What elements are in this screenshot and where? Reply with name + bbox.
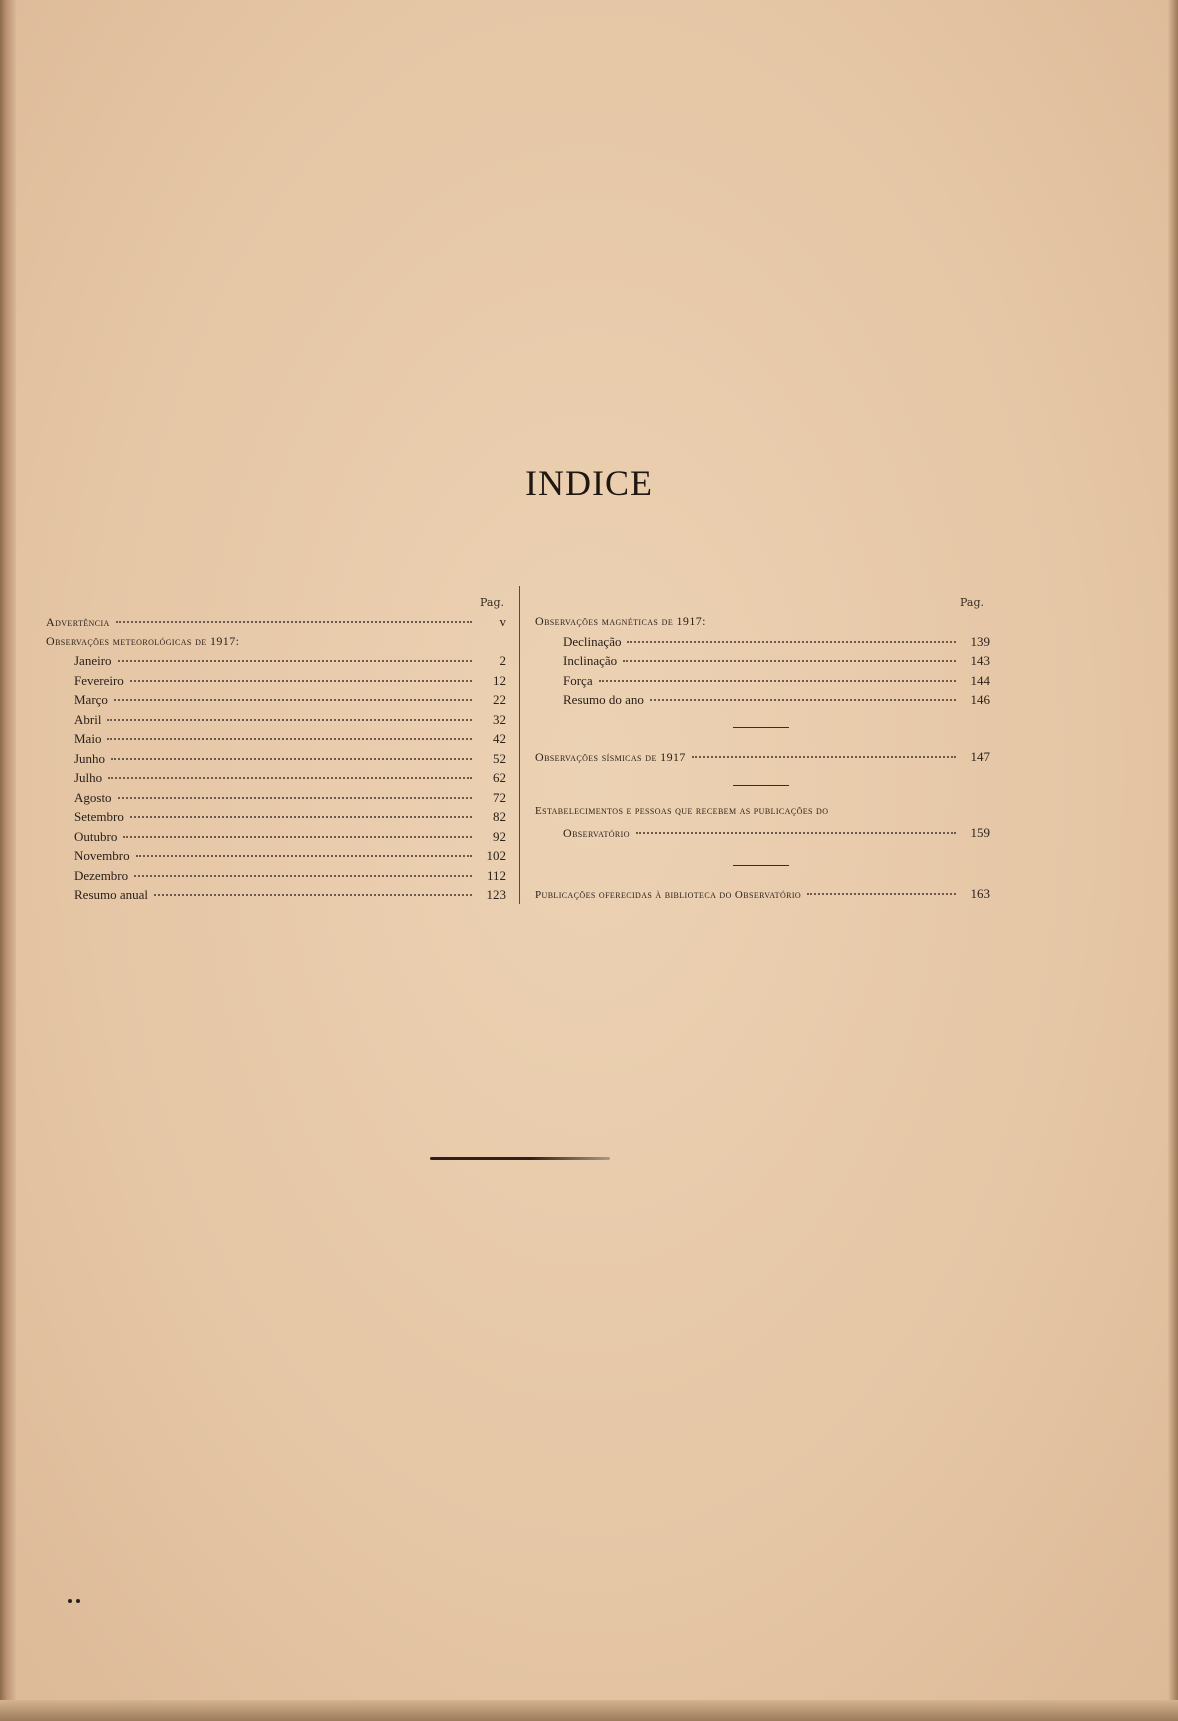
- list-item: [535, 886, 990, 906]
- list-item: [46, 692, 506, 712]
- magnetic-heading-label: Observações magnéticas de 1917:: [535, 614, 706, 628]
- right-index-column: [535, 614, 990, 712]
- establishments-entry: [535, 805, 990, 844]
- list-item: [46, 751, 506, 771]
- index-entry-label: Março: [74, 692, 108, 707]
- index-entry-page: 2: [499, 653, 506, 668]
- list-item: [535, 749, 990, 769]
- index-entry-page: 52: [493, 750, 506, 766]
- publications-entry: [535, 886, 990, 906]
- leader-dots: [650, 699, 956, 701]
- index-entry-label: Força: [563, 672, 593, 688]
- list-item: [46, 614, 506, 634]
- index-entry-page: 32: [493, 711, 506, 727]
- leader-dots: [692, 756, 956, 758]
- page-title: INDICE: [525, 463, 653, 503]
- leader-dots: [107, 719, 472, 721]
- list-item: [46, 868, 506, 888]
- leader-dots: [627, 641, 956, 643]
- section-heading: [46, 634, 506, 654]
- index-entry-page: 147: [970, 749, 990, 764]
- index-entry-page: 143: [970, 653, 990, 668]
- list-item: [535, 673, 990, 693]
- index-entry-page: 92: [493, 828, 506, 844]
- index-entry-label: Fevereiro: [74, 672, 124, 688]
- list-item: [46, 848, 506, 868]
- list-item: [46, 653, 506, 673]
- list-item: [46, 770, 506, 790]
- index-entry-page: 62: [493, 770, 506, 785]
- list-item: [535, 653, 990, 673]
- leader-dots: [116, 621, 472, 623]
- index-entry-label: Dezembro: [74, 867, 129, 883]
- page-bottom-edge: [0, 1700, 1178, 1721]
- index-entry-label: Observações sísmicas de 1917: [535, 750, 686, 764]
- leader-dots: [623, 660, 956, 662]
- seismic-entry: [535, 749, 990, 769]
- index-entry-label: Novembro: [74, 848, 130, 863]
- leader-dots: [136, 855, 472, 857]
- index-entry-label: Agosto: [74, 789, 112, 805]
- list-item: [46, 829, 506, 849]
- leader-dots: [107, 738, 472, 740]
- list-item-line1: [535, 805, 990, 825]
- leader-dots: [118, 660, 472, 662]
- magnetic-heading: [535, 614, 990, 634]
- index-entry-page: 144: [970, 672, 990, 688]
- list-item: [46, 887, 506, 907]
- index-entry-page: 123: [486, 887, 506, 902]
- index-entry-page: 82: [493, 809, 506, 824]
- page-left-edge: [0, 0, 16, 1721]
- leader-dots: [123, 836, 472, 838]
- index-entry-page: 22: [493, 692, 506, 707]
- index-entry-label: Estabelecimentos e pessoas que recebem as publicações do: [535, 805, 829, 817]
- index-entry-page: v: [499, 614, 506, 629]
- page-right-edge: [1168, 0, 1178, 1721]
- list-item: [46, 673, 506, 693]
- index-entry-label: Observações meteorológicas de 1917:: [46, 633, 240, 648]
- leader-dots: [599, 680, 956, 682]
- index-entry-page: 42: [493, 731, 506, 746]
- index-entry-page: 102: [486, 848, 506, 863]
- index-entry-page: 163: [970, 886, 990, 901]
- ink-dot: [68, 1599, 72, 1603]
- leader-dots: [114, 699, 472, 701]
- index-entry-label: Resumo do ano: [563, 692, 644, 707]
- index-entry-label-continued: Observatório: [563, 825, 630, 840]
- index-entry-label: Junho: [74, 750, 106, 766]
- leader-dots: [118, 797, 472, 799]
- index-entry-page: 12: [493, 672, 506, 688]
- leader-dots: [130, 816, 472, 818]
- list-item: [535, 634, 990, 654]
- index-entry-label: Abril: [74, 711, 102, 727]
- list-item: [46, 809, 506, 829]
- index-entry-label: Resumo anual: [74, 887, 149, 902]
- pag-label-right: Pag.: [960, 596, 985, 609]
- list-item: [46, 731, 506, 751]
- index-entry-page: 139: [970, 633, 990, 649]
- leader-dots: [154, 894, 472, 896]
- section-separator: [733, 727, 789, 728]
- index-entry-page: 72: [493, 789, 506, 805]
- index-entry-label: Publicações oferecidas à biblioteca do Observatório: [535, 889, 802, 901]
- list-item: [535, 825, 990, 845]
- index-entry-page: 159: [970, 824, 990, 840]
- section-separator: [733, 785, 789, 786]
- leader-dots: [636, 832, 956, 834]
- pag-label-left: Pag.: [480, 596, 505, 609]
- index-entry-label: Julho: [74, 770, 103, 785]
- index-entry-page: 112: [486, 867, 506, 883]
- list-item: [46, 712, 506, 732]
- index-entry-label: Janeiro: [74, 653, 112, 668]
- index-entry-label: Outubro: [74, 828, 118, 844]
- ink-dot: [76, 1599, 80, 1603]
- index-entry-label: Setembro: [74, 809, 124, 824]
- leader-dots: [108, 777, 472, 779]
- section-separator: [733, 865, 789, 866]
- list-item: [46, 790, 506, 810]
- leader-dots: [807, 893, 956, 895]
- column-divider: [519, 586, 520, 904]
- index-entry-label: Advertência: [46, 615, 110, 629]
- index-entry-label: Declinação: [563, 633, 622, 649]
- index-entry-label: Inclinação: [563, 653, 618, 668]
- list-item: [535, 692, 990, 712]
- decorative-rule: [430, 1157, 610, 1160]
- leader-dots: [130, 680, 472, 682]
- leader-dots: [134, 875, 472, 877]
- index-entry-page: 146: [970, 692, 990, 707]
- leader-dots: [111, 758, 472, 760]
- index-entry-label: Maio: [74, 731, 102, 746]
- left-index-column: [46, 614, 506, 907]
